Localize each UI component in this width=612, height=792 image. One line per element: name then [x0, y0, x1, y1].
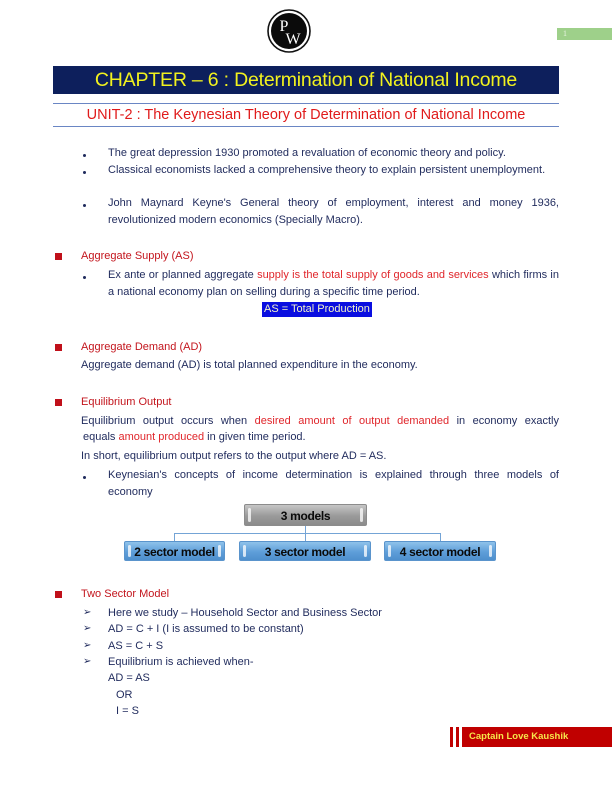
chapter-title: CHAPTER – 6 : Determination of National Income — [53, 66, 559, 94]
pw-logo — [267, 8, 311, 54]
equilibrium-output-heading: Equilibrium Output — [81, 396, 172, 408]
diagram-2-sector-model: 2 sector model — [124, 541, 225, 561]
connector-line — [174, 533, 175, 541]
two-sector-heading: Two Sector Model — [81, 588, 170, 600]
section-bullet-square — [55, 591, 62, 598]
bullet-dot — [83, 476, 86, 479]
page-number-tab: 1 — [557, 28, 612, 40]
diagram-3-sector-model: 3 sector model — [239, 541, 371, 561]
divider — [53, 126, 559, 127]
bullet-dot — [83, 276, 86, 279]
section-bullet-square — [55, 344, 62, 351]
arrow-bullet-icon: ➢ — [83, 656, 92, 667]
connector-line — [305, 533, 306, 541]
intro-bullet-2: Classical economists lacked a comprehensive theory to explain persistent unemployment. — [108, 164, 546, 176]
aggregate-supply-heading: Aggregate Supply (AS) — [81, 250, 194, 262]
section-bullet-square — [55, 253, 62, 260]
equilibrium-para2: In short, equilibrium output refers to the output where AD = AS. — [81, 450, 387, 462]
bullet-dot — [83, 204, 86, 207]
two-sector-point-2: AD = C + I (I is assumed to be constant) — [108, 623, 304, 635]
equation-ad-as: AD = AS — [108, 672, 150, 684]
svg-text:W: W — [285, 31, 301, 48]
bullet-dot — [83, 171, 86, 174]
aggregate-demand-text: Aggregate demand (AD) is total planned expenditure in the economy. — [81, 359, 418, 371]
equation-i-s: I = S — [116, 705, 139, 717]
footer-stripe — [450, 727, 453, 747]
author-name: Captain Love Kaushik — [462, 727, 612, 747]
aggregate-supply-text: Ex ante or planned aggregate supply is the total supply of goods and services which firms in a national economy plan on selling during a specific time period. — [108, 269, 559, 298]
arrow-bullet-icon: ➢ — [83, 607, 92, 618]
as-formula-highlight: AS = Total Production — [264, 303, 370, 315]
two-sector-point-1: Here we study – Household Sector and Business Sector — [108, 607, 382, 619]
aggregate-demand-heading: Aggregate Demand (AD) — [81, 341, 203, 353]
equilibrium-para1-line2: equals amount produced in given time period. — [83, 431, 306, 443]
divider — [53, 103, 559, 104]
diagram-root-3-models: 3 models — [244, 504, 367, 526]
two-sector-point-4: Equilibrium is achieved when- — [108, 656, 254, 668]
connector-line — [174, 533, 441, 534]
section-bullet-square — [55, 399, 62, 406]
equilibrium-para1-line1: Equilibrium output occurs when desired amount of output demanded in economy exactly — [81, 415, 559, 427]
footer-stripe — [456, 727, 459, 747]
equilibrium-bullet: Keynesian's concepts of income determination is explained through three models of economy — [108, 469, 559, 498]
connector-line — [440, 533, 441, 541]
diagram-4-sector-model: 4 sector model — [384, 541, 496, 561]
unit-title: UNIT-2 : The Keynesian Theory of Determination of National Income — [86, 107, 526, 123]
svg-text:P: P — [279, 18, 289, 35]
equation-or: OR — [116, 689, 133, 701]
arrow-bullet-icon: ➢ — [83, 640, 92, 651]
author-footer-tag — [450, 727, 612, 747]
bullet-dot — [83, 154, 86, 157]
arrow-bullet-icon: ➢ — [83, 623, 92, 634]
two-sector-point-3: AS = C + S — [108, 640, 164, 652]
intro-bullet-1: The great depression 1930 promoted a revaluation of economic theory and policy. — [108, 147, 506, 159]
pw-logo-icon — [267, 8, 311, 54]
intro-bullet-3: John Maynard Keyne's General theory of employment, interest and money 1936, revolutionized modern economics (Specially Macro). — [108, 197, 559, 226]
